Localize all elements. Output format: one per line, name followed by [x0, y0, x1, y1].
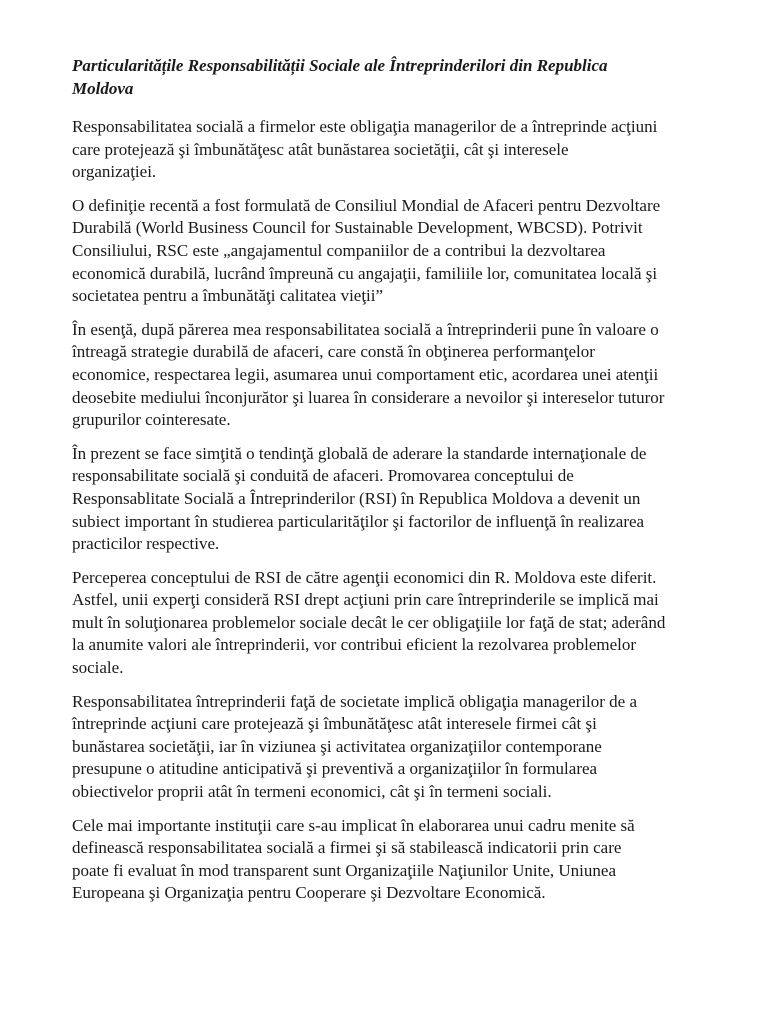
text-line: la anumite valori ale întreprinderii, vor contribui eficient la rezolvarea problemelor — [72, 635, 637, 655]
text-line: bunăstarea societăţii, iar în viziunea şi activitatea organizaţiilor contemporane — [72, 736, 602, 756]
paragraph — [72, 815, 712, 905]
paragraph — [72, 319, 712, 432]
text-line: întreagă strategie durabilă de afaceri, care constă în obţinerea performanţelor — [72, 342, 595, 362]
paragraph — [72, 443, 712, 556]
text-line: Cele mai importante instituţii care s-au implicat în elaborarea unui cadru menite să — [72, 815, 635, 835]
text-line: poate fi evaluat în mod transparent sunt Organizaţiile Naţiunilor Unite, Uniunea — [72, 860, 616, 880]
document-body — [72, 116, 712, 916]
text-line: Responsablitate Socială a Întreprinderilor (RSI) în Republica Moldova a devenit un — [72, 488, 641, 508]
text-line: grupurilor cointeresate. — [72, 410, 231, 430]
text-line: deosebite mediului înconjurător şi luarea în considerare a nevoilor şi intereselor tuturor — [72, 387, 665, 407]
title-line: Moldova — [72, 79, 134, 98]
paragraph — [72, 195, 712, 308]
text-line: economică durabilă, lucrând împreună cu angajaţii, familiile lor, comunitatea locală şi — [72, 263, 658, 283]
text-line: Perceperea conceptului de RSI de către agenţii economici din R. Moldova este diferit. — [72, 567, 657, 587]
paragraph — [72, 116, 712, 184]
text-line: care protejează şi îmbunătăţesc atât bunăstarea societăţii, cât şi interesele — [72, 139, 569, 159]
text-line: organizaţiei. — [72, 162, 157, 182]
text-line: sociale. — [72, 658, 124, 678]
text-line: presupune o atitudine anticipativă şi preventivă a organizaţiilor în formularea — [72, 759, 598, 779]
paragraph — [72, 691, 712, 804]
text-line: Durabilă (World Business Council for Sustainable Development, WBCSD). Potrivit — [72, 218, 643, 238]
text-line: definească responsabilitatea socială a firmei şi să stabilească indicatorii prin care — [72, 838, 622, 858]
text-line: În prezent se face simţită o tendinţă globală de aderare la standarde internaţionale de — [72, 443, 647, 463]
text-line: Europeana şi Organizaţia pentru Cooperare şi Dezvoltare Economică. — [72, 883, 546, 903]
text-line: Responsabilitatea socială a firmelor este obligaţia managerilor de a întreprinde acţiuni — [72, 117, 658, 136]
text-line: Responsabilitatea întreprinderii faţă de societate implică obligaţia managerilor de a — [72, 691, 638, 711]
text-line: O definiţie recentă a fost formulată de Consiliul Mondial de Afaceri pentru Dezvoltare — [72, 195, 661, 215]
text-line: În esenţă, după părerea mea responsabilitatea socială a întreprinderii pune în valoare o — [72, 319, 659, 339]
text-line: obiectivelor proprii atât în termeni economici, cât şi în termeni sociali. — [72, 782, 552, 802]
title-line: Particularitățile Responsabilității Sociale ale Întreprinderilori din Republica — [72, 56, 608, 75]
text-line: întreprinde acţiuni care protejează şi îmbunătăţesc atât interesele firmei cât şi — [72, 714, 597, 734]
text-line: economice, respectarea legii, asumarea unui comportament etic, acordarea unei atenţii — [72, 364, 659, 384]
text-line: subiect important în studierea particularităţilor şi factorilor de influenţă în realizarea — [72, 511, 645, 531]
paragraph — [72, 567, 712, 680]
text-line: mult în soluţionarea problemelor sociale decât le cer obligaţiile lor faţă de stat; aderând — [72, 612, 666, 632]
text-line: Astfel, unii experţi consideră RSI drept acţiuni prin care întreprinderile se implică mai — [72, 590, 659, 610]
text-line: societatea pentru a îmbunătăţi calitatea vieţii” — [72, 286, 384, 306]
text-line: responsabilitate socială şi conduită de afaceri. Promovarea conceptului de — [72, 466, 574, 486]
text-line: practicilor respective. — [72, 534, 220, 554]
text-line: Consiliului, RSC este „angajamentul companiilor de a contribui la dezvoltarea — [72, 240, 606, 260]
document-title — [72, 54, 692, 100]
